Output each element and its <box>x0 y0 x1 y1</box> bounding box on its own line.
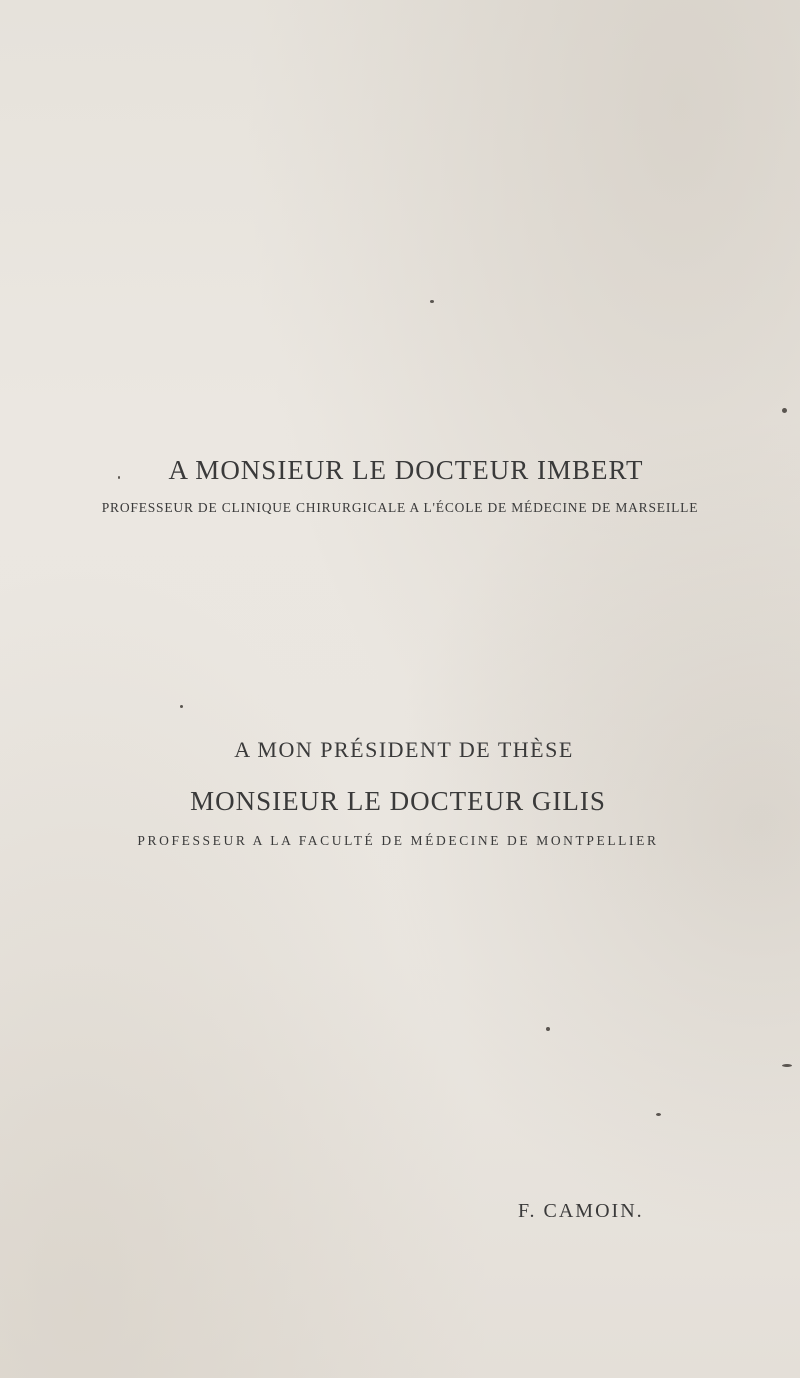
paper-speck <box>546 1027 550 1031</box>
paper-speck <box>180 705 183 708</box>
paper-speck <box>656 1113 661 1116</box>
paper-speck <box>430 300 434 303</box>
dedication-gilis-subtitle: PROFESSEUR A LA FACULTÉ DE MÉDECINE DE MONTPELLIER <box>137 833 659 848</box>
author-signature: F. CAMOIN. <box>518 1200 644 1222</box>
dedication-imbert-heading: A MONSIEUR LE DOCTEUR IMBERT <box>168 455 644 485</box>
paper-speck <box>118 476 120 479</box>
dedication-imbert-subtitle: PROFESSEUR DE CLINIQUE CHIRURGICALE A L'ÉCOLE DE MÉDECINE DE MARSEILLE <box>101 500 699 515</box>
paper-speck <box>782 1064 792 1067</box>
paper-speck <box>782 408 787 413</box>
dedication-president-intro: A MON PRÉSIDENT DE THÈSE <box>234 737 574 762</box>
dedication-gilis-heading: MONSIEUR LE DOCTEUR GILIS <box>190 786 606 816</box>
